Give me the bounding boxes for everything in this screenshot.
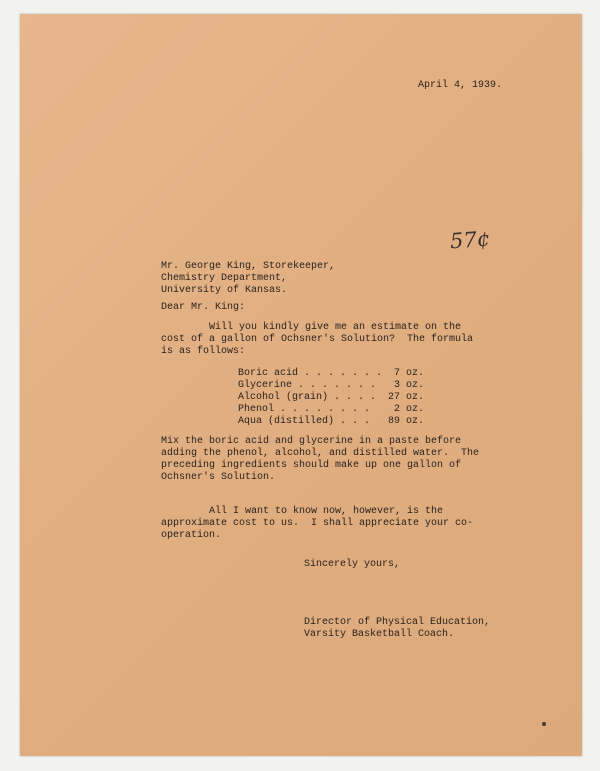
- letter-page: [20, 14, 582, 756]
- formula-list: [238, 368, 424, 428]
- formula-item: Phenol . . . . . . . . 2 oz.: [238, 404, 425, 415]
- salutation: Dear Mr. King:: [161, 302, 246, 313]
- address-line: University of Kansas.: [161, 285, 288, 296]
- signature-block: [304, 617, 490, 641]
- paragraph-line: operation.: [161, 530, 222, 541]
- paragraph-request: [161, 322, 473, 358]
- paragraph-line: adding the phenol, alcohol, and distilled water. The: [161, 448, 480, 459]
- paragraph-cost: [161, 506, 473, 542]
- formula-item: Alcohol (grain) . . . . 27 oz.: [238, 392, 425, 403]
- paragraph-line: Mix the boric acid and glycerine in a paste before: [161, 436, 462, 447]
- signature-line: Director of Physical Education,: [304, 617, 491, 628]
- formula-item: Aqua (distilled) . . . 89 oz.: [238, 416, 425, 427]
- address-line: Chemistry Department,: [161, 273, 288, 284]
- closing: Sincerely yours,: [304, 559, 401, 570]
- paragraph-line: Ochsner's Solution.: [161, 472, 276, 483]
- paragraph-line: preceding ingredients should make up one gallon of: [161, 460, 462, 471]
- address-line: Mr. George King, Storekeeper,: [161, 261, 336, 272]
- signature-line: Varsity Basketball Coach.: [304, 629, 455, 640]
- paper-speck: [542, 722, 546, 726]
- recipient-address: [161, 261, 335, 297]
- paragraph-line: is as follows:: [161, 346, 246, 357]
- paragraph-instructions: [161, 436, 479, 484]
- paragraph-line: approximate cost to us. I shall appreciate your co-: [161, 518, 474, 529]
- formula-item: Glycerine . . . . . . . 3 oz.: [238, 380, 425, 391]
- paragraph-line: Will you kindly give me an estimate on the: [161, 322, 462, 333]
- paragraph-line: cost of a gallon of Ochsner's Solution? The formula: [161, 334, 474, 345]
- letter-date: April 4, 1939.: [418, 80, 503, 91]
- handwritten-note: 57¢: [449, 226, 491, 254]
- paragraph-line: All I want to know now, however, is the: [161, 506, 444, 517]
- formula-item: Boric acid . . . . . . . 7 oz.: [238, 368, 425, 379]
